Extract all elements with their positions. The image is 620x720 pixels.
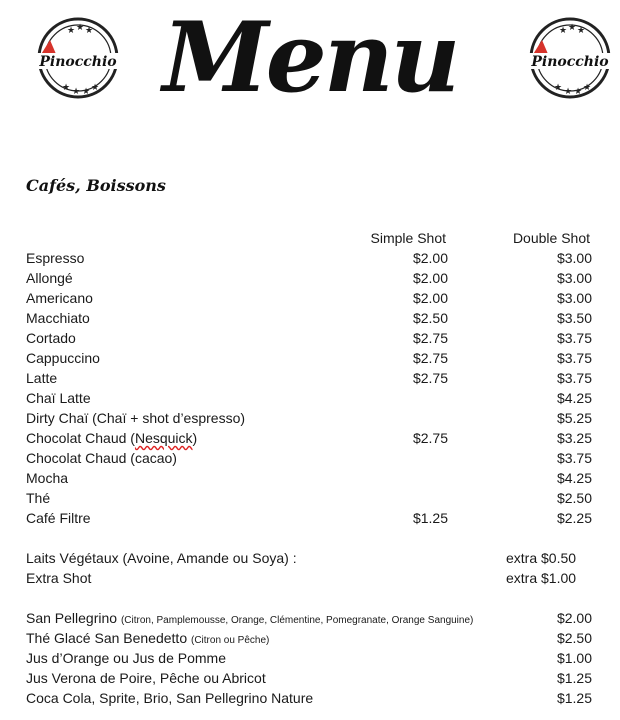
menu-item-row (26, 508, 596, 528)
double-shot-price: $4.25 (556, 390, 592, 406)
extra-name: Extra Shot (26, 570, 92, 586)
menu-item-name: Chaï Latte (26, 390, 91, 406)
logo-text: Pinocchio (39, 54, 117, 70)
svg-text:★: ★ (91, 83, 100, 93)
menu-item-row (26, 408, 596, 428)
simple-shot-price: $2.00 (412, 270, 448, 286)
double-shot-price: $3.75 (556, 330, 592, 346)
drink-row (26, 648, 596, 668)
section-title: Cafés, Boissons (26, 176, 166, 195)
drink-name: Jus d’Orange ou Jus de Pomme (26, 650, 226, 666)
drink-row (26, 628, 596, 648)
column-header-row (26, 228, 596, 248)
menu-item-row (26, 308, 596, 328)
menu-item-name: Macchiato (26, 310, 90, 326)
double-shot-price: $2.25 (556, 510, 592, 526)
logo-text: Pinocchio (531, 54, 609, 70)
simple-shot-price: $2.50 (412, 310, 448, 326)
column-header-simple-shot: Simple Shot (370, 230, 446, 246)
menu-item-row (26, 428, 596, 448)
svg-text:★: ★ (76, 23, 85, 33)
drink-name: San Pellegrino (Citron, Pamplemousse, Orange, Clémentine, Pomegranate, Orange Sanguine) (26, 610, 474, 626)
menu-item-row (26, 348, 596, 368)
drink-detail: (Citron, Pamplemousse, Orange, Clémentine, Pomegranate, Orange Sanguine) (120, 615, 474, 626)
menu-item-name-underlined: Nesquick (134, 430, 193, 446)
svg-text:★: ★ (564, 87, 573, 97)
double-shot-price: $5.25 (556, 410, 592, 426)
simple-shot-price: $2.75 (412, 430, 448, 446)
double-shot-price: $3.75 (556, 370, 592, 386)
svg-text:★: ★ (559, 26, 568, 36)
drink-price: $1.25 (556, 690, 592, 706)
extra-row (26, 568, 596, 588)
drink-detail: (Citron ou Pêche) (191, 635, 270, 646)
menu-item-name: Allongé (26, 270, 73, 286)
menu-item-name: Cappuccino (26, 350, 100, 366)
extra-price: extra $0.50 (506, 550, 577, 566)
drink-name: Jus Verona de Poire, Pêche ou Abricot (26, 670, 266, 686)
drink-price: $2.00 (556, 610, 592, 626)
drink-name: Coca Cola, Sprite, Brio, San Pellegrino Nature (26, 690, 314, 706)
svg-text:★: ★ (554, 83, 563, 93)
menu-item-row (26, 328, 596, 348)
svg-text:★: ★ (82, 87, 91, 97)
double-shot-price: $3.50 (556, 310, 592, 326)
double-shot-price: $3.00 (556, 270, 592, 286)
drink-price: $1.00 (556, 650, 592, 666)
double-shot-price: $3.75 (556, 350, 592, 366)
double-shot-price: $3.25 (556, 430, 592, 446)
menu-item-row (26, 268, 596, 288)
extra-price: extra $1.00 (506, 570, 577, 586)
drink-row (26, 688, 596, 708)
menu-item-name: Dirty Chaï (Chaï + shot d’espresso) (26, 410, 246, 426)
menu-item-name: Chocolat Chaud (cacao) (26, 450, 177, 466)
menu-item-name: Latte (26, 370, 58, 386)
double-shot-price: $4.25 (556, 470, 592, 486)
svg-text:★: ★ (85, 26, 94, 36)
svg-text:★: ★ (568, 23, 577, 33)
drink-price: $1.25 (556, 670, 592, 686)
extra-row (26, 548, 596, 568)
drink-price: $2.50 (556, 630, 592, 646)
column-header-double-shot: Double Shot (512, 230, 590, 246)
menu-title: Menu (162, 1, 458, 114)
menu-item-name: Mocha (26, 470, 69, 486)
svg-text:★: ★ (62, 83, 71, 93)
svg-text:★: ★ (72, 87, 81, 97)
extra-name: Laits Végétaux (Avoine, Amande ou Soya) : (26, 550, 297, 566)
svg-text:★: ★ (67, 26, 76, 36)
menu-item-name: Americano (26, 290, 93, 306)
svg-text:★: ★ (574, 87, 583, 97)
svg-text:★: ★ (583, 83, 592, 93)
menu-item-name: Café Filtre (26, 510, 91, 526)
simple-shot-price: $2.75 (412, 330, 448, 346)
menu-item-row (26, 388, 596, 408)
menu-item-name: Cortado (26, 330, 76, 346)
simple-shot-price: $2.75 (412, 350, 448, 366)
drink-row (26, 608, 596, 628)
menu-item-name: Chocolat Chaud (Nesquick) (26, 430, 198, 446)
double-shot-price: $3.00 (556, 250, 592, 266)
menu-item-row (26, 368, 596, 388)
drink-row (26, 668, 596, 688)
menu-item-row (26, 468, 596, 488)
svg-text:★: ★ (577, 26, 586, 36)
menu-item-name: Thé (26, 490, 51, 506)
double-shot-price: $3.75 (556, 450, 592, 466)
double-shot-price: $2.50 (556, 490, 592, 506)
simple-shot-price: $2.00 (412, 250, 448, 266)
menu-item-row (26, 288, 596, 308)
simple-shot-price: $2.00 (412, 290, 448, 306)
simple-shot-price: $2.75 (412, 370, 448, 386)
menu-item-row (26, 248, 596, 268)
menu-item-row (26, 448, 596, 468)
menu-item-row (26, 488, 596, 508)
double-shot-price: $3.00 (556, 290, 592, 306)
simple-shot-price: $1.25 (412, 510, 448, 526)
menu-item-name: Espresso (26, 250, 85, 266)
drink-name: Thé Glacé San Benedetto (Citron ou Pêche) (26, 630, 270, 646)
